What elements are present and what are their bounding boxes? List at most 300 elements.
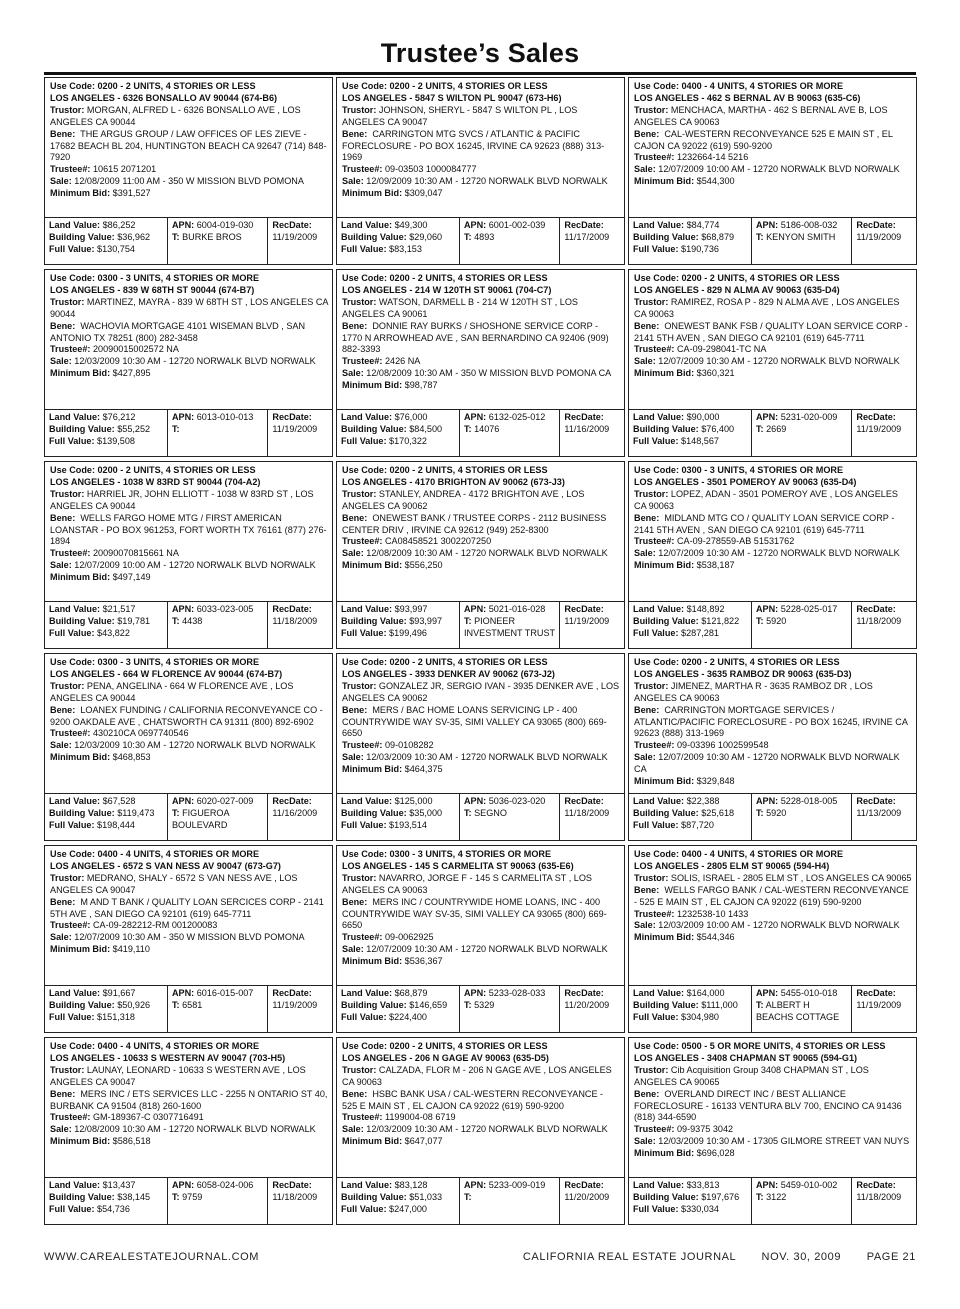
land-value: $67,528: [102, 796, 136, 807]
trustee-label: Trustee#:: [50, 164, 91, 175]
sale-value: 12/03/2009 10:30 AM - 12720 NORWALK BLVD NORWALK: [74, 740, 316, 751]
bene-value: CARRINGTON MTG SVCS / ATLANTIC & PACIFIC FORECLOSURE - PO BOX 16245, IRVINE CA 92623 (888) 313-1969: [342, 128, 605, 163]
trustor-value: NAVARRO, JORGE F - 145 S CARMELITA ST , LOS ANGELES CA 90063: [342, 872, 592, 895]
land-value: $68,879: [394, 988, 428, 999]
property-address: LOS ANGELES - 4170 BRIGHTON AV 90062 (673-J3): [342, 476, 565, 487]
trustee-value: 1232664-14 5216: [676, 152, 749, 163]
apn-value: 6058-024-006: [196, 1180, 254, 1191]
trustee-label: Trustee#:: [342, 932, 383, 943]
full-value-label: Full Value:: [341, 436, 387, 447]
listing-details: [337, 270, 624, 409]
sale-value: 12/08/2009 10:30 AM - 12720 NORWALK BLVD NORWALK: [366, 548, 608, 559]
building-value-label: Building Value:: [341, 1192, 407, 1203]
min-bid-label: Minimum Bid:: [342, 380, 403, 391]
t-label: T:: [171, 808, 180, 819]
bene-label: Bene:: [634, 1088, 660, 1099]
trustee-value: 2426 NA: [384, 356, 421, 367]
t-label: T:: [755, 1192, 764, 1203]
sale-label: Sale:: [342, 752, 364, 763]
apn-label: APN:: [171, 604, 195, 615]
property-address: LOS ANGELES - 5847 S WILTON PL 90047 (673-H6): [342, 92, 562, 103]
t-label: T:: [171, 1000, 180, 1011]
building-value-label: Building Value:: [49, 424, 115, 435]
recdate-cell: [267, 794, 332, 840]
building-value: $29,060: [409, 232, 443, 243]
use-code: Use Code: 0200 - 2 UNITS, 4 STORIES OR LESS: [634, 273, 840, 283]
trustee-value: CA-09-278559-AB 51531762: [676, 536, 795, 547]
building-value-label: Building Value:: [633, 424, 699, 435]
t-value: 2669: [766, 424, 787, 435]
recdate-label: RecDate:: [564, 1180, 604, 1191]
use-code: Use Code: 0200 - 2 UNITS, 4 STORIES OR LESS: [342, 81, 548, 91]
listing-details: [45, 270, 332, 409]
t-label: T:: [463, 1192, 472, 1203]
values-cell: [629, 602, 751, 648]
t-value: 3122: [766, 1192, 787, 1203]
full-value-label: Full Value:: [633, 820, 679, 831]
recdate-label: RecDate:: [272, 412, 312, 423]
trustor-label: Trustor:: [342, 872, 377, 883]
land-value: $125,000: [394, 796, 433, 807]
property-address: LOS ANGELES - 839 W 68TH ST 90044 (674-B7): [50, 284, 255, 295]
t-value: 9759: [182, 1192, 203, 1203]
listing-details: [629, 846, 916, 985]
land-value-label: Land Value:: [49, 412, 101, 423]
sale-label: Sale:: [50, 1124, 72, 1135]
land-value-label: Land Value:: [49, 988, 101, 999]
apn-cell: [167, 602, 267, 648]
apn-value: 5233-009-019: [488, 1180, 546, 1191]
apn-value: 6001-002-039: [488, 220, 546, 231]
use-code: Use Code: 0200 - 2 UNITS, 4 STORIES OR LESS: [342, 465, 548, 475]
trustee-value: 20090070815661 NA: [92, 548, 179, 559]
values-cell: [337, 794, 459, 840]
t-label: T:: [463, 1000, 472, 1011]
trustee-value: GM-189367-C 0307716491: [92, 1112, 204, 1123]
recdate-value: 11/16/2009: [272, 808, 318, 819]
apn-value: 6004-019-030: [196, 220, 254, 231]
apn-cell: [459, 1178, 559, 1224]
values-cell: [337, 986, 459, 1032]
recdate-label: RecDate:: [272, 988, 312, 999]
recdate-label: RecDate:: [564, 796, 604, 807]
land-value: $91,667: [102, 988, 136, 999]
min-bid-value: $360,321: [696, 368, 735, 379]
trustee-value: 09-9375 3042: [676, 1124, 734, 1135]
building-value: $119,473: [117, 808, 155, 819]
t-label: T:: [755, 424, 764, 435]
apn-cell: [167, 986, 267, 1032]
sale-label: Sale:: [50, 356, 72, 367]
title-divider: [44, 72, 916, 75]
recdate-value: 11/19/2009: [272, 424, 318, 435]
recdate-value: 11/18/2009: [564, 808, 610, 819]
apn-value: 5459-010-002: [780, 1180, 838, 1191]
min-bid-label: Minimum Bid:: [634, 560, 695, 571]
use-code: Use Code: 0200 - 2 UNITS, 4 STORIES OR LESS: [342, 657, 548, 667]
apn-label: APN:: [463, 988, 487, 999]
footer-website[interactable]: WWW.CAREALESTATEJOURNAL.COM: [44, 1251, 260, 1263]
bene-label: Bene:: [50, 704, 76, 715]
sale-value: 12/03/2009 10:30 AM - 12720 NORWALK BLVD NORWALK: [74, 356, 316, 367]
listing-values: [629, 601, 916, 648]
land-value: $22,388: [686, 796, 720, 807]
full-value: $199,496: [389, 628, 427, 639]
trustor-value: JOHNSON, SHERYL - 5847 S WILTON PL , LOS ANGELES CA 90047: [342, 104, 578, 127]
min-bid-value: $544,346: [696, 932, 735, 943]
listing-values: [45, 1177, 332, 1224]
values-cell: [337, 1178, 459, 1224]
building-value: $55,252: [117, 424, 151, 435]
listing-details: [45, 78, 332, 217]
trustee-label: Trustee#:: [342, 164, 383, 175]
bene-label: Bene:: [50, 896, 76, 907]
building-value: $35,000: [409, 808, 443, 819]
land-value-label: Land Value:: [341, 988, 393, 999]
footer-publication: CALIFORNIA REAL ESTATE JOURNAL: [522, 1251, 736, 1263]
t-value: 6581: [182, 1000, 203, 1011]
apn-label: APN:: [755, 1180, 779, 1191]
trustee-value: 20090015002572 NA: [92, 344, 179, 355]
listing-values: [629, 1177, 916, 1224]
trustor-label: Trustor:: [634, 296, 669, 307]
sale-label: Sale:: [342, 548, 364, 559]
land-value: $90,000: [686, 412, 720, 423]
recdate-value: 11/16/2009: [564, 424, 610, 435]
recdate-cell: [267, 602, 332, 648]
min-bid-value: $538,187: [696, 560, 735, 571]
trustee-value: 09-0062925: [384, 932, 434, 943]
listing-details: [45, 462, 332, 601]
bene-value: MERS INC / COUNTRYWIDE HOME LOANS, INC - 400 COUNTRYWIDE WAY SV-35, SIMI VALLEY CA 93065 (800) 669-6650: [342, 896, 607, 931]
bene-label: Bene:: [634, 128, 660, 139]
sale-label: Sale:: [634, 920, 656, 931]
values-cell: [629, 410, 751, 456]
listing-values: [337, 217, 624, 264]
apn-cell: [459, 602, 559, 648]
t-value: 5920: [766, 616, 787, 627]
footer-page-number: PAGE 21: [866, 1251, 916, 1263]
listing-card: [336, 269, 625, 457]
sale-label: Sale:: [634, 1136, 656, 1147]
apn-cell: [459, 410, 559, 456]
bene-value: HSBC BANK USA / CAL-WESTERN RECONVEYANCE - 525 E MAIN ST , EL CAJON CA 92022 (619) 590-9200: [342, 1088, 604, 1111]
listing-values: [45, 409, 332, 456]
t-value: KENYON SMITH: [766, 232, 836, 243]
listing-details: [45, 654, 332, 793]
min-bid-value: $544,300: [696, 176, 735, 187]
property-address: LOS ANGELES - 3635 RAMBOZ DR 90063 (635-D3): [634, 668, 852, 679]
bene-label: Bene:: [342, 1088, 368, 1099]
use-code: Use Code: 0500 - 5 OR MORE UNITS, 4 STORIES OR LESS: [634, 1041, 886, 1051]
apn-label: APN:: [755, 412, 779, 423]
footer-info: [501, 1251, 916, 1263]
land-value-label: Land Value:: [633, 604, 685, 615]
land-value-label: Land Value:: [341, 412, 393, 423]
min-bid-label: Minimum Bid:: [342, 560, 403, 571]
t-label: T:: [755, 616, 764, 627]
bene-label: Bene:: [50, 128, 76, 139]
trustor-label: Trustor:: [634, 872, 669, 883]
listing-card: [44, 269, 333, 457]
building-value-label: Building Value:: [341, 808, 407, 819]
trustee-value: 10615 2071201: [92, 164, 157, 175]
recdate-label: RecDate:: [564, 220, 604, 231]
bene-value: THE ARGUS GROUP / LAW OFFICES OF LES ZIEVE - 17682 BEACH BL 204, HUNTINGTON BEACH CA 92647 (714) 848-7920: [50, 128, 327, 163]
recdate-cell: [851, 218, 916, 264]
t-label: T:: [755, 1000, 764, 1011]
land-value-label: Land Value:: [633, 1180, 685, 1191]
bene-label: Bene:: [342, 896, 368, 907]
apn-cell: [167, 218, 267, 264]
bene-value: WELLS FARGO BANK / CAL-WESTERN RECONVEYANCE - 525 E MAIN ST , EL CAJON CA 92022 (619) 590-9200: [634, 884, 909, 907]
full-value: $83,153: [389, 244, 422, 255]
listing-details: [337, 846, 624, 985]
trustee-value: CA-09-282212-RM 001200083: [92, 920, 218, 931]
recdate-cell: [559, 1178, 624, 1224]
listing-values: [629, 985, 916, 1032]
full-value: $190,736: [681, 244, 719, 255]
trustor-value: JIMENEZ, MARTHA R - 3635 RAMBOZ DR , LOS ANGELES CA 90063: [634, 680, 873, 703]
recdate-value: 11/18/2009: [856, 616, 902, 627]
apn-label: APN:: [171, 220, 195, 231]
land-value: $33,813: [686, 1180, 720, 1191]
full-value-label: Full Value:: [341, 628, 387, 639]
t-value: 4893: [474, 232, 495, 243]
trustee-label: Trustee#:: [50, 920, 91, 931]
full-value: $304,980: [681, 1012, 719, 1023]
apn-cell: [167, 1178, 267, 1224]
recdate-cell: [851, 794, 916, 840]
trustee-value: 1199004-08 6719: [384, 1112, 456, 1123]
full-value-label: Full Value:: [341, 244, 387, 255]
footer-date: NOV. 30, 2009: [761, 1251, 842, 1263]
recdate-cell: [559, 410, 624, 456]
listing-card: [44, 845, 333, 1033]
min-bid-value: $586,518: [112, 1136, 151, 1147]
recdate-cell: [559, 986, 624, 1032]
sale-value: 12/03/2009 10:30 AM - 17305 GILMORE STREET VAN NUYS: [658, 1136, 910, 1147]
recdate-cell: [851, 1178, 916, 1224]
apn-label: APN:: [463, 412, 487, 423]
recdate-value: 11/18/2009: [272, 616, 318, 627]
full-value: $43,822: [97, 628, 130, 639]
full-value: $54,736: [97, 1204, 130, 1215]
apn-label: APN:: [171, 988, 195, 999]
min-bid-label: Minimum Bid:: [342, 764, 403, 775]
apn-value: 6132-025-012: [488, 412, 546, 423]
trustee-value: 09-03503 1000084777: [384, 164, 477, 175]
property-address: LOS ANGELES - 214 W 120TH ST 90061 (704-C7): [342, 284, 552, 295]
t-value: PIONEER INVESTMENT TRUST: [463, 616, 556, 639]
land-value-label: Land Value:: [633, 220, 685, 231]
page-title: Trustee’s Sales: [380, 38, 580, 68]
apn-label: APN:: [755, 220, 779, 231]
t-value: FIGUEROA BOULEVARD: [171, 808, 230, 831]
listing-values: [337, 601, 624, 648]
recdate-label: RecDate:: [564, 412, 604, 423]
bene-value: M AND T BANK / QUALITY LOAN SERCICES CORP - 2141 5TH AVE , SAN DIEGO CA 92101 (619) 645-7711: [50, 896, 324, 919]
use-code: Use Code: 0200 - 2 UNITS, 4 STORIES OR LESS: [50, 81, 256, 91]
full-value: $87,720: [681, 820, 714, 831]
trustor-label: Trustor:: [342, 680, 377, 691]
trustor-value: LAUNAY, LEONARD - 10633 S WESTERN AVE , LOS ANGELES CA 90047: [50, 1064, 306, 1087]
listing-values: [337, 985, 624, 1032]
recdate-label: RecDate:: [856, 220, 896, 231]
property-address: LOS ANGELES - 6572 S VAN NESS AV 90047 (673-G7): [50, 860, 281, 871]
listing-details: [337, 78, 624, 217]
trustor-label: Trustor:: [342, 1064, 377, 1075]
recdate-value: 11/20/2009: [564, 1192, 610, 1203]
bene-label: Bene:: [342, 512, 368, 523]
bene-label: Bene:: [342, 704, 368, 715]
trustee-label: Trustee#:: [634, 536, 675, 547]
recdate-cell: [851, 986, 916, 1032]
building-value: $84,500: [409, 424, 443, 435]
trustor-label: Trustor:: [342, 296, 377, 307]
min-bid-label: Minimum Bid:: [634, 176, 695, 187]
bene-value: CARRINGTON MORTGAGE SERVICES / ATLANTIC/PACIFIC FORECLOSURE - PO BOX 16245, IRVINE CA 92623 (888) 313-1969: [634, 704, 908, 739]
property-address: LOS ANGELES - 3933 DENKER AV 90062 (673-J2): [342, 668, 555, 679]
apn-label: APN:: [463, 220, 487, 231]
min-bid-label: Minimum Bid:: [342, 956, 403, 967]
recdate-label: RecDate:: [272, 220, 312, 231]
min-bid-label: Minimum Bid:: [634, 932, 695, 943]
bene-value: ONEWEST BANK / TRUSTEE CORPS - 2112 BUSINESS CENTER DRIV , IRVINE CA 92612 (949) 252-8300: [342, 512, 607, 535]
full-value-label: Full Value:: [49, 1012, 95, 1023]
trustee-label: Trustee#:: [634, 1124, 675, 1135]
building-value: $76,400: [701, 424, 735, 435]
apn-value: 6033-023-005: [196, 604, 254, 615]
min-bid-label: Minimum Bid:: [50, 572, 111, 583]
sale-value: 12/03/2009 10:30 AM - 12720 NORWALK BLVD NORWALK: [366, 752, 608, 763]
sale-label: Sale:: [50, 560, 72, 571]
listing-card: [336, 845, 625, 1033]
sale-value: 12/09/2009 10:30 AM - 12720 NORWALK BLVD NORWALK: [366, 176, 608, 187]
building-value: $36,962: [117, 232, 151, 243]
sale-value: 12/07/2009 10:30 AM - 12720 NORWALK BLVD NORWALK CA: [634, 752, 900, 775]
recdate-cell: [851, 410, 916, 456]
trustor-label: Trustor:: [342, 104, 377, 115]
sale-label: Sale:: [342, 368, 364, 379]
property-address: LOS ANGELES - 3408 CHAPMAN ST 90065 (594-G1): [634, 1052, 858, 1063]
trustor-value: GONZALEZ JR, SERGIO IVAN - 3935 DENKER AVE , LOS ANGELES CA 90062: [342, 680, 620, 703]
t-value: 5920: [766, 808, 787, 819]
t-value: ALBERT H BEACHS COTTAGE: [755, 1000, 840, 1023]
full-value: $148,567: [681, 436, 719, 447]
bene-value: OVERLAND DIRECT INC / BEST ALLIANCE FORECLOSURE - 16133 VENTURA BLV 700, ENCINO CA 91436 (818) 344-6590: [634, 1088, 902, 1123]
full-value-label: Full Value:: [633, 1204, 679, 1215]
t-label: T:: [755, 232, 764, 243]
trustee-label: Trustee#:: [50, 728, 91, 739]
listing-values: [337, 1177, 624, 1224]
sale-value: 12/07/2009 10:00 AM - 12720 NORWALK BLVD NORWALK: [658, 164, 900, 175]
sale-label: Sale:: [634, 752, 656, 763]
listing-details: [629, 654, 916, 793]
bene-label: Bene:: [342, 320, 368, 331]
building-value-label: Building Value:: [49, 616, 115, 627]
listing-card: [336, 1037, 625, 1225]
full-value: $198,444: [97, 820, 135, 831]
land-value: $21,517: [102, 604, 136, 615]
building-value: $68,879: [701, 232, 735, 243]
trustee-label: Trustee#:: [634, 344, 675, 355]
apn-cell: [459, 218, 559, 264]
trustor-value: PENA, ANGELINA - 664 W FLORENCE AVE , LOS ANGELES CA 90044: [50, 680, 294, 703]
land-value: $148,892: [686, 604, 725, 615]
min-bid-value: $391,527: [112, 188, 151, 199]
land-value-label: Land Value:: [49, 1180, 101, 1191]
full-value: $224,400: [389, 1012, 427, 1023]
trustee-value: 1232538-10 1433: [676, 908, 749, 919]
trustee-value: 09-0108282: [384, 740, 434, 751]
min-bid-label: Minimum Bid:: [50, 1136, 111, 1147]
trustor-label: Trustor:: [50, 872, 85, 883]
trustee-label: Trustee#:: [50, 548, 91, 559]
recdate-value: 11/19/2009: [272, 1000, 318, 1011]
trustor-value: CALZADA, FLOR M - 206 N GAGE AVE , LOS ANGELES CA 90063: [342, 1064, 612, 1087]
apn-label: APN:: [755, 796, 779, 807]
bene-value: WELLS FARGO HOME MTG / FIRST AMERICAN LOANSTAR - PO BOX 961253, FORT WORTH TX 76161 (877) 276-1894: [50, 512, 327, 547]
building-value: $25,618: [701, 808, 735, 819]
apn-cell: [459, 986, 559, 1032]
building-value-label: Building Value:: [633, 808, 699, 819]
recdate-value: 11/19/2009: [856, 424, 902, 435]
full-value: $170,322: [389, 436, 427, 447]
apn-label: APN:: [463, 604, 487, 615]
min-bid-value: $309,047: [404, 188, 443, 199]
listing-details: [629, 78, 916, 217]
recdate-label: RecDate:: [564, 604, 604, 615]
full-value-label: Full Value:: [49, 820, 95, 831]
listing-values: [629, 793, 916, 840]
min-bid-label: Minimum Bid:: [342, 188, 403, 199]
t-label: T:: [755, 808, 764, 819]
bene-value: MERS INC / ETS SERVICES LLC - 2255 N ONTARIO ST 40, BURBANK CA 91504 (818) 260-1600: [50, 1088, 328, 1111]
trustor-value: Cib Acquisition Group 3408 CHAPMAN ST , LOS ANGELES CA 90065: [634, 1064, 869, 1087]
listing-details: [337, 462, 624, 601]
values-cell: [45, 1178, 167, 1224]
values-cell: [629, 794, 751, 840]
land-value: $76,212: [102, 412, 136, 423]
values-cell: [45, 218, 167, 264]
sale-label: Sale:: [342, 1124, 364, 1135]
listing-values: [337, 409, 624, 456]
full-value-label: Full Value:: [633, 436, 679, 447]
recdate-cell: [559, 218, 624, 264]
trustor-label: Trustor:: [342, 488, 377, 499]
trustor-value: STANLEY, ANDREA - 4172 BRIGHTON AVE , LOS ANGELES CA 90062: [342, 488, 585, 511]
full-value-label: Full Value:: [633, 244, 679, 255]
recdate-value: 11/19/2009: [856, 1000, 902, 1011]
listing-card: [44, 461, 333, 649]
full-value: $139,508: [97, 436, 135, 447]
t-value: SEGNO: [474, 808, 507, 819]
building-value-label: Building Value:: [633, 616, 699, 627]
property-address: LOS ANGELES - 1038 W 83RD ST 90044 (704-A2): [50, 476, 261, 487]
sale-label: Sale:: [634, 164, 656, 175]
building-value-label: Building Value:: [633, 232, 699, 243]
listing-card: [336, 461, 625, 649]
bene-value: DONNIE RAY BURKS / SHOSHONE SERVICE CORP - 1770 N ARROWHEAD AVE , SAN BERNARDINO CA 92406 (909) 882-3393: [342, 320, 609, 355]
apn-cell: [751, 794, 851, 840]
full-value: $130,754: [97, 244, 135, 255]
land-value: $13,437: [102, 1180, 136, 1191]
bene-value: WACHOVIA MORTGAGE 4101 WISEMAN BLVD , SAN ANTONIO TX 78251 (800) 282-3458: [50, 320, 306, 343]
min-bid-label: Minimum Bid:: [342, 1136, 403, 1147]
land-value: $93,997: [394, 604, 428, 615]
trustor-value: MORGAN, ALFRED L - 6326 BONSALLO AVE , LOS ANGELES CA 90044: [50, 104, 301, 127]
